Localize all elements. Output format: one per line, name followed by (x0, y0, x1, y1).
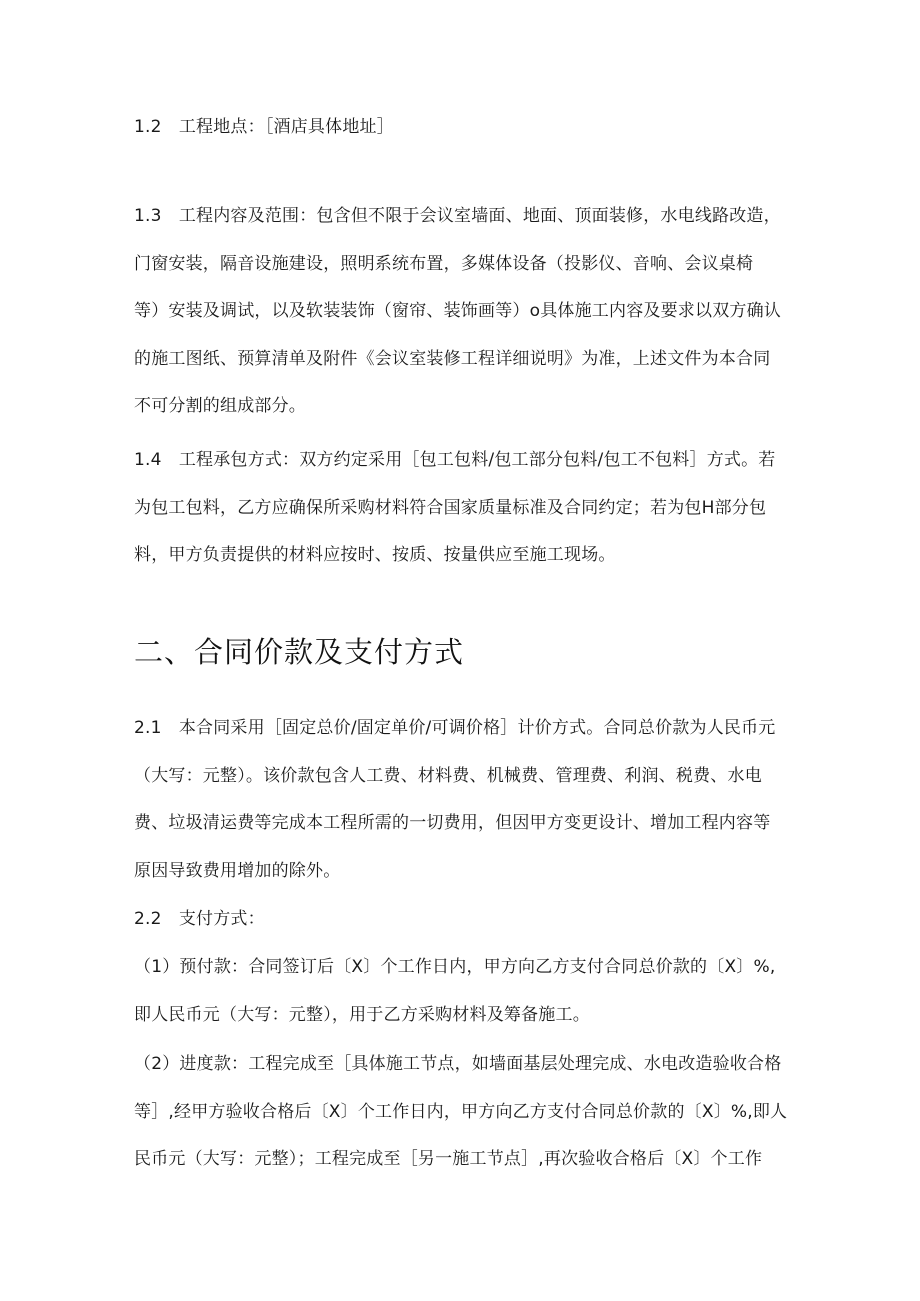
text-line: 为包工包料，乙方应确保所采购材料符合国家质量标准及合同约定；若为包H部分包 (134, 497, 767, 518)
text-line: 费、垃圾清运费等完成本工程所需的一切费用，但因甲方变更设计、增加工程内容等 (134, 813, 771, 833)
text-line: 原因导致费用增加的除外。 (134, 860, 341, 881)
text-line: 1.2 工程地点：［酒店具体地址］ (134, 117, 394, 137)
text-line: 1.3 工程内容及范围：包含但不限于会议室墙面、地面、顶面装修，水电线路改造， (134, 206, 781, 226)
text-line: （1）预付款：合同签订后〔X〕个工作日内，甲方向乙方支付合同总价款的〔X〕%, (134, 957, 776, 977)
text-line: 民币元（大写：元整）；工程完成至［另一施工节点］,再次验收合格后〔X〕个工作 (134, 1149, 763, 1169)
section-heading: 二、合同价款及支付方式 (134, 635, 465, 669)
clause-2-2 (134, 896, 789, 944)
clause-1-4 (134, 437, 789, 580)
clause-1-2 (134, 104, 789, 152)
text-line: 门窗安装，隔音设施建设，照明系统布置，多媒体设备（投影仪、音响、会议桌椅 (134, 253, 754, 274)
text-line: 等）安装及调试，以及软装装饰（窗帘、装饰画等）o具体施工内容及要求以双方确认 (134, 301, 781, 321)
text-line: （大写：元整）。该价款包含人工费、材料费、机械费、管理费、利润、税费、水电 (134, 765, 762, 786)
text-line: 1.4 工程承包方式：双方约定采用［包工包料/包工部分包料/包工不包料］方式。若 (134, 450, 776, 470)
text-line: 即人民币元（大写：元整），用于乙方采购材料及筹备施工。 (134, 1004, 590, 1025)
payment-item-1 (134, 944, 789, 1039)
text-line: 2.1 本合同采用［固定总价/固定单价/可调价格］计价方式。合同总价款为人民币元 (134, 718, 776, 738)
clause-2-1 (134, 705, 789, 895)
text-line: （2）进度款：工程完成至［具体施工节点，如墙面基层处理完成、水电改造验收合格 (134, 1054, 782, 1074)
text-line: 不可分割的组成部分。 (134, 396, 306, 416)
text-line: 2.2 支付方式： (134, 909, 265, 929)
payment-item-2 (134, 1041, 789, 1184)
text-line: 料，甲方负责提供的材料应按时、按质、按量供应至施工现场。 (134, 545, 616, 565)
text-line: 的施工图纸、预算清单及附件《会议室装修工程详细说明》为准，上述文件为本合同 (134, 348, 771, 369)
text-line: 等］,经甲方验收合格后〔X〕个工作日内，甲方向乙方支付合同总价款的〔X〕%,即人 (134, 1101, 788, 1122)
clause-1-3 (134, 193, 789, 431)
